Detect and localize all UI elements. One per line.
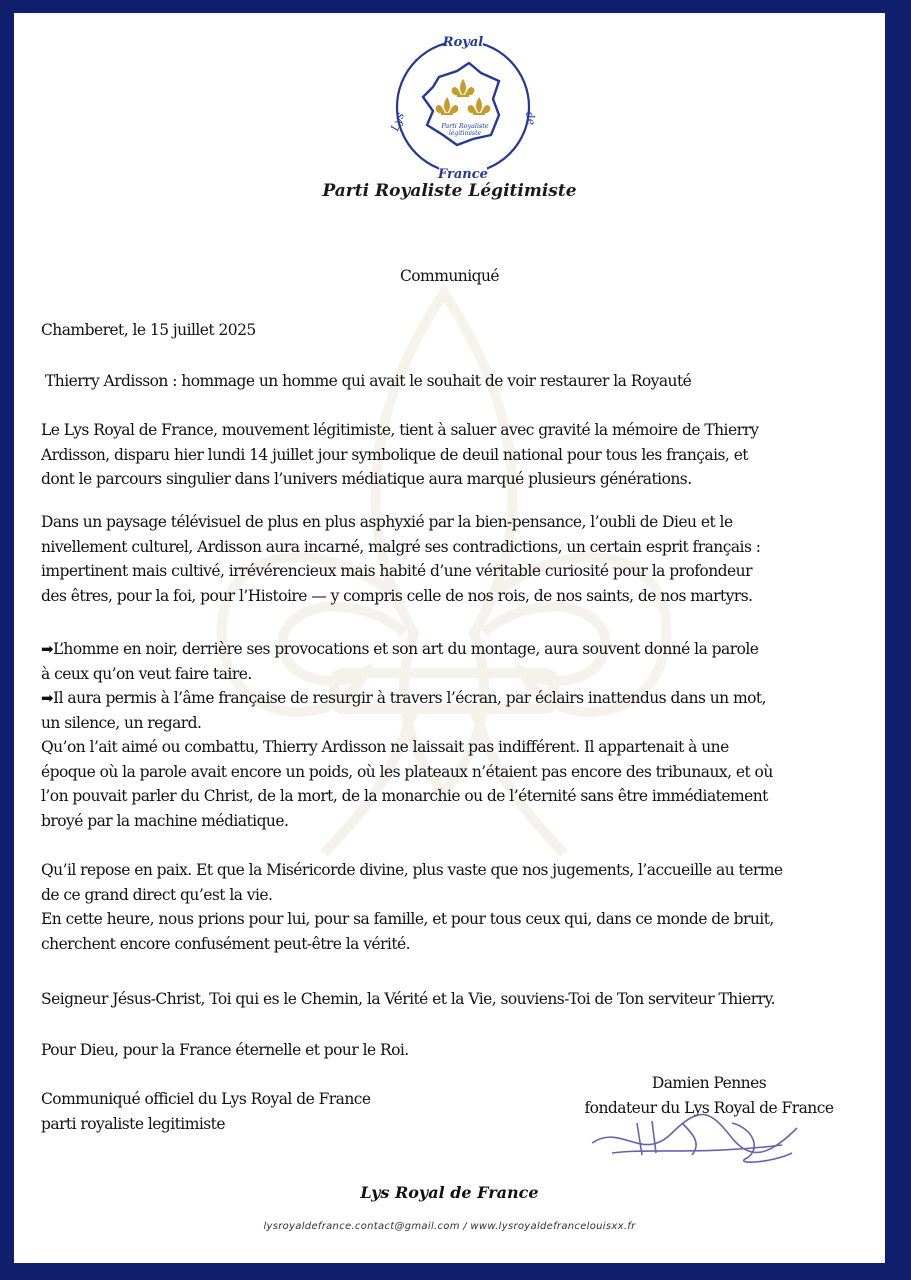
logo-ring <box>397 41 529 173</box>
paragraph-line: de ce grand direct qu’est la vie. <box>41 885 273 904</box>
paragraph-line: En cette heure, nous prions pour lui, pour sa famille, et pour tous ceux qui, dans ce monde de bruit, <box>41 910 774 929</box>
bullet-line <box>41 637 766 662</box>
paragraph-line: époque où la parole avait encore un poids, où les plateaux n’étaient pas encore des tribunaux, et où <box>41 762 773 781</box>
paragraph-line: dont le parcours singulier dans l’univers médiatique aura marqué plusieurs générations. <box>41 470 692 489</box>
bullet-text: Il aura permis à l’âme française de resurgir à travers l’écran, par éclairs inattendus dans un mot, <box>53 689 766 708</box>
paragraph-line: impertinent mais cultivé, irrévérencieux mais habité d’une véritable curiosité pour la profondeur <box>41 562 752 581</box>
fleur-de-lis-icon <box>436 79 491 115</box>
footer-organisation-name: Lys Royal de France <box>360 1183 539 1202</box>
letter-page <box>14 13 885 1263</box>
paragraph-line: Qu’il repose en paix. Et que la Miséricorde divine, plus vaste que nos jugements, l’accueille au terme <box>41 861 783 879</box>
party-logo <box>377 27 549 187</box>
paragraph-5 <box>41 858 782 956</box>
paragraph-2 <box>41 510 760 608</box>
paragraph-line: l’on pouvait parler du Christ, de la mort, de la monarchie ou de l’éternité sans être immédiatement <box>41 787 768 806</box>
paragraph-line: des êtres, pour la foi, pour l’Histoire — y compris celle de nos rois, de nos saints, de nos martyrs. <box>41 586 753 605</box>
paragraph-line: Qu’on l’ait aimé ou combattu, Thierry Ardisson ne laissait pas indifférent. Il appartenait à une <box>41 738 729 756</box>
logo-right-text: de <box>522 110 539 127</box>
prayer-line: Seigneur Jésus-Christ, Toi qui es le Chemin, la Vérité et la Vie, souviens-Toi de Ton serviteur Thierry. <box>41 990 775 1008</box>
footer-contact: lysroyaldefrance.contact@gmail.com / www.lysroyaldefrancelouisxx.fr <box>263 1221 636 1232</box>
logo-left-text: Lys <box>388 110 408 133</box>
arrow-icon: ➡ <box>41 689 54 708</box>
place-date: Chamberet, le 15 juillet 2025 <box>41 321 256 339</box>
signatory-name: Damien Pennes <box>651 1074 767 1092</box>
paragraph-line: Dans un paysage télévisuel de plus en plus asphyxié par la bien-pensance, l’oubli de Dieu et le <box>41 513 733 531</box>
signatory-role: fondateur du Lys Royal de France <box>584 1098 834 1117</box>
motto-line: Pour Dieu, pour la France éternelle et pour le Roi. <box>41 1041 409 1059</box>
closing-line: parti royaliste legitimiste <box>41 1114 225 1133</box>
closing-line: Communiqué officiel du Lys Royal de France <box>41 1090 371 1108</box>
subject-line: Thierry Ardisson : hommage un homme qui avait le souhait de voir restaurer la Royauté <box>45 372 692 390</box>
paragraph-line: Ardisson, disparu hier lundi 14 juillet jour symbolique de deuil national pour tous les français, et <box>41 445 748 464</box>
paragraph-line: nivellement culturel, Ardisson aura incarné, malgré ses contradictions, un certain esprit français : <box>41 537 761 556</box>
paragraph-line: cherchent encore confusément peut-être la vérité. <box>41 934 411 953</box>
party-name: Parti Royaliste Légitimiste <box>322 181 577 201</box>
paragraph-line: Le Lys Royal de France, mouvement légitimiste, tient à saluer avec gravité la mémoire de Thierry <box>41 421 759 439</box>
paragraph-line: broyé par la machine médiatique. <box>41 811 289 830</box>
document-title: Communiqué <box>399 267 500 285</box>
paragraph-3 <box>41 637 766 735</box>
logo-bottom-text: France <box>438 167 488 182</box>
paragraph-4 <box>41 735 773 833</box>
bullet-text: L’homme en noir, derrière ses provocations et son art du montage, aura souvent donné la parole <box>53 640 759 658</box>
paragraph-line: à ceux qu’on veut faire taire. <box>41 664 252 683</box>
paragraph-1 <box>41 418 759 492</box>
arrow-icon: ➡ <box>41 640 54 658</box>
closing-block <box>41 1087 371 1136</box>
logo-top-text: Royal <box>442 35 484 50</box>
bullet-line <box>41 686 766 711</box>
paragraph-line: un silence, un regard. <box>41 713 202 732</box>
logo-inner-line1: Parti Royaliste <box>441 122 489 130</box>
logo-inner-line2: légitimiste <box>448 130 482 137</box>
handwritten-signature <box>582 1093 812 1173</box>
